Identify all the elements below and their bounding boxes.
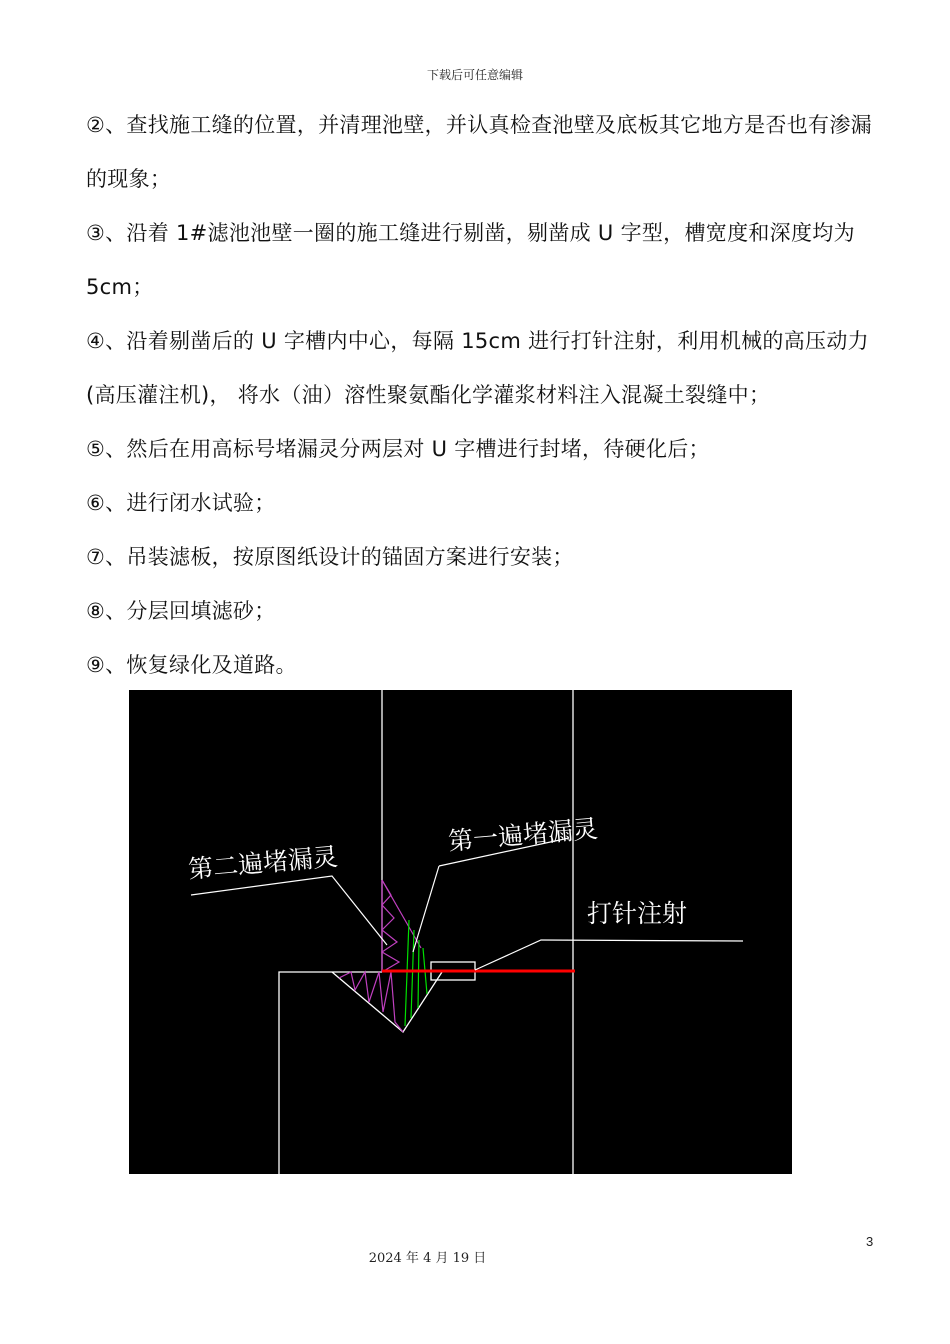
injection-leader [475, 940, 743, 970]
step-3-paragraph: ③、沿着 1#滤池池壁一圈的施工缝进行剔凿，剔凿成 U 字型，槽宽度和深度均为 5cm； [86, 221, 855, 299]
step-9-paragraph: ⑨、恢复绿化及道路。 [86, 653, 297, 677]
second-layer-hatch [339, 880, 421, 1032]
header-note: 下载后可任意编辑 [426, 68, 523, 82]
first-layer-hatch [405, 920, 427, 1026]
cad-drawing [129, 690, 792, 1174]
cad-drawing-svg [129, 690, 792, 1174]
second-layer-leader [191, 876, 387, 945]
injection-label: 打针注射 [587, 899, 688, 928]
step-6-paragraph: ⑥、进行闭水试验； [86, 491, 276, 515]
step-2-paragraph: ②、查找施工缝的位置，并清理池壁，并认真检查池壁及底板其它地方是否也有渗漏的现象； [86, 113, 872, 191]
step-8-paragraph: ⑧、分层回填滤砂； [86, 599, 276, 623]
step-7-paragraph: ⑦、吊装滤板，按原图纸设计的锚固方案进行安装； [86, 545, 574, 569]
wall-outlines [279, 690, 573, 1174]
page-number: 3 [866, 1234, 874, 1249]
first-layer-leader-tail [413, 866, 439, 952]
footer-date: 2024 年 4 月 19 日 [368, 1251, 487, 1266]
floor-slab-edge [279, 972, 332, 1174]
first-layer-label: 第一遍堵漏灵 [446, 814, 599, 856]
step-5-paragraph: ⑤、然后在用高标号堵漏灵分两层对 U 字槽进行封堵，待硬化后； [86, 437, 710, 461]
step-4-paragraph: ④、沿着剔凿后的 U 字槽内中心，每隔 15cm 进行打针注射，利用机械的高压动力(高压灌注机)， 将水（油）溶性聚氨酯化学灌浆材料注入混凝土裂缝中； [86, 329, 869, 407]
document-body [86, 98, 886, 692]
second-layer-label: 第二遍堵漏灵 [186, 842, 339, 884]
